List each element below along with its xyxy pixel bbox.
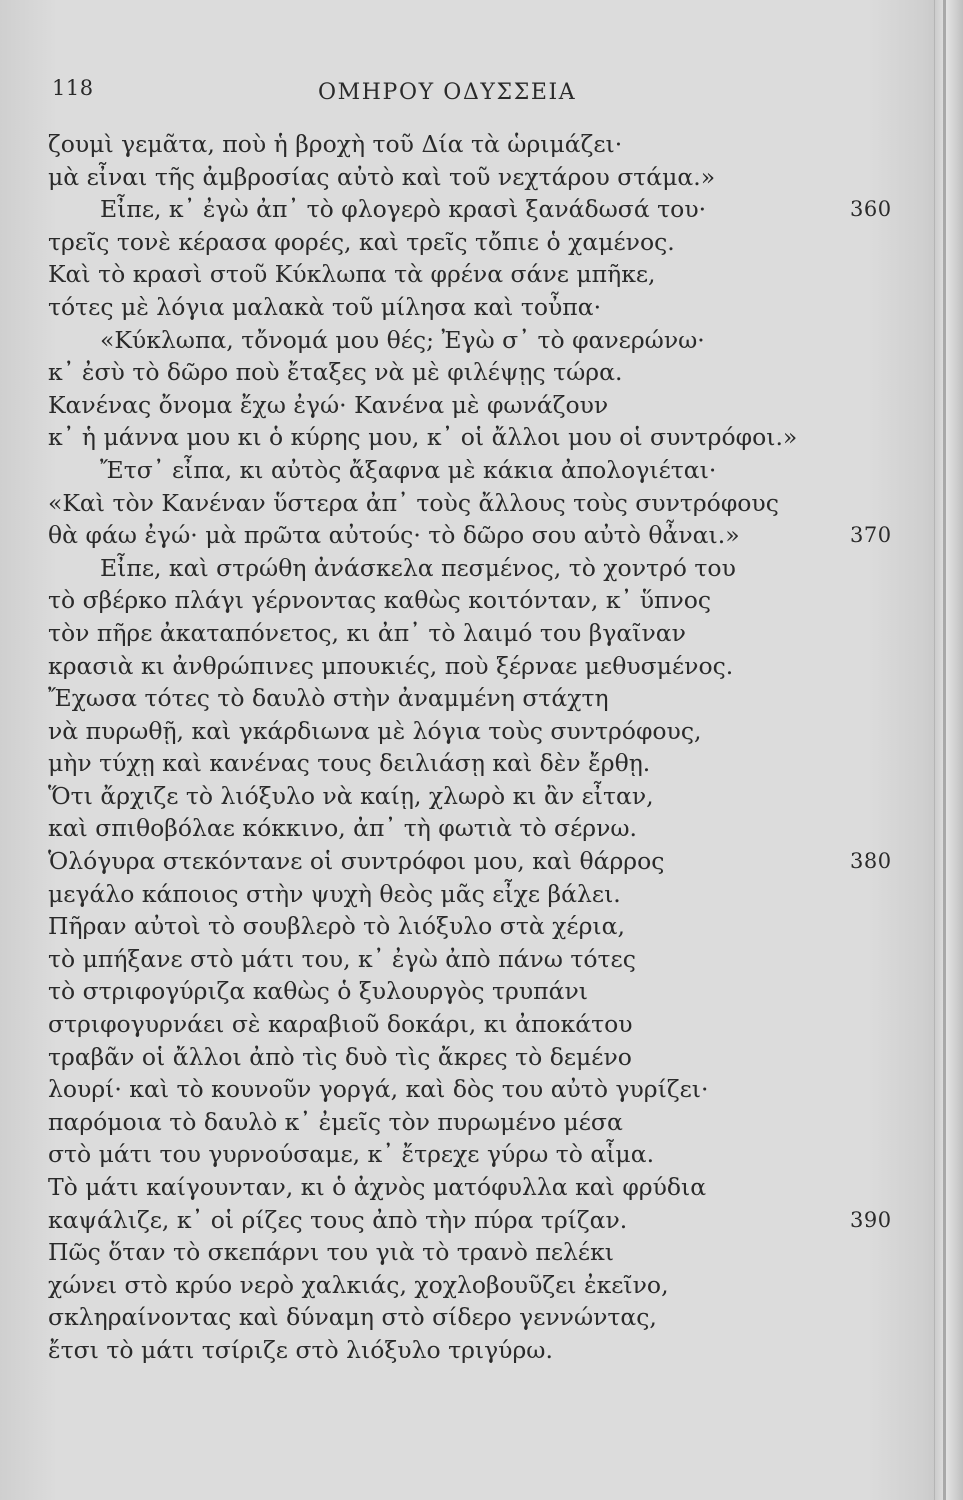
line-number: 390: [850, 1207, 892, 1232]
verse-line: [0, 1041, 963, 1074]
verse-text: σκληραίνοντας καὶ δύναμη στὸ σίδερο γεννώντας,: [48, 1303, 657, 1332]
verse-text: ἔτσι τὸ μάτι τσίριζε στὸ λιόξυλο τριγύρω.: [48, 1335, 553, 1364]
verse-line: [0, 1171, 963, 1204]
verse-line: [0, 552, 963, 585]
verse-text: Κανένας ὄνομα ἔχω ἐγώ· Κανένα μὲ φωνάζουν: [48, 390, 609, 419]
verse-line: [0, 487, 963, 520]
verse-text: τραβᾶν οἱ ἄλλοι ἀπὸ τὶς δυὸ τὶς ἄκρες τὸ δεμένο: [48, 1042, 632, 1071]
verse-text: «Κύκλωπα, τὄνομά μου θές; Ἐγὼ σ᾽ τὸ φανερώνω·: [100, 325, 705, 354]
line-number: 360: [850, 197, 892, 222]
verse-line: [0, 1269, 963, 1302]
verse-text: στριφογυρνάει σὲ καραβιοῦ δοκάρι, κι ἀποκάτου: [48, 1010, 633, 1039]
verse-line: [0, 975, 963, 1008]
running-head: ΟΜΗΡΟΥ ΟΔΥΣΣΕΙΑ: [318, 80, 577, 105]
verse-line: [0, 845, 963, 878]
verse-line: [0, 812, 963, 845]
verse-line: [0, 1334, 963, 1367]
verse-text: Εἶπε, καὶ στρώθη ἀνάσκελα πεσμένος, τὸ χοντρό του: [100, 553, 736, 582]
verse-text: λουρί· καὶ τὸ κουνοῦν γοργά, καὶ δὸς του αὐτὸ γυρίζει·: [48, 1075, 709, 1104]
verse-text: ζουμὶ γεμᾶτα, ποὺ ἡ βροχὴ τοῦ Δία τὰ ὡριμάζει·: [48, 130, 623, 158]
verse-text: Εἶπε, κ᾽ ἐγὼ ἀπ᾽ τὸ φλογερὸ κρασὶ ξανάδωσά του·: [100, 195, 707, 224]
verse-line: [0, 715, 963, 748]
verse-text: Ἔτσ᾽ εἶπα, κι αὐτὸς ἄξαφνα μὲ κάκια ἀπολογιέται·: [100, 455, 717, 484]
verse-line: [0, 258, 963, 291]
verse-text: τρεῖς τονὲ κέρασα φορές, καὶ τρεῖς τὄπιε ὁ χαμένος.: [48, 227, 675, 256]
page-number: 118: [52, 76, 94, 100]
verse-line: [0, 356, 963, 389]
verse-text: μὰ εἶναι τῆς ἀμβροσίας αὐτὸ καὶ τοῦ νεχτάρου στάμα.»: [48, 162, 716, 191]
verse-line: [0, 291, 963, 324]
verse-text: θὰ φάω ἐγώ· μὰ πρῶτα αὐτούς· τὸ δῶρο σου αὐτὸ θἆναι.»: [48, 521, 740, 550]
verse-line: [0, 519, 963, 552]
verse-text: κ᾽ ἡ μάννα μου κι ὁ κύρης μου, κ᾽ οἱ ἄλλοι μου οἱ συντρόφοι.»: [48, 423, 798, 452]
verse-text: νὰ πυρωθῇ, καὶ γκάρδιωνα μὲ λόγια τοὺς συντρόφους,: [48, 716, 702, 745]
verse-line: [0, 584, 963, 617]
verse-line: [0, 1106, 963, 1139]
verse-line: [0, 128, 963, 161]
verse-text: κ᾽ ἐσὺ τὸ δῶρο ποὺ ἔταξες νὰ μὲ φιλέψῃς τώρα.: [48, 358, 623, 387]
verse-line: [0, 161, 963, 194]
verse-text: Πῶς ὅταν τὸ σκεπάρνι του γιὰ τὸ τρανὸ πελέκι: [48, 1238, 614, 1267]
verse-line: [0, 780, 963, 813]
verse-line: [0, 1301, 963, 1334]
verse-text: τότες μὲ λόγια μαλακὰ τοῦ μίλησα καὶ τοὖπα·: [48, 292, 602, 321]
verse-text: τὸ μπήξανε στὸ μάτι του, κ᾽ ἐγὼ ἀπὸ πάνω τότες: [48, 944, 636, 973]
line-number: 380: [850, 849, 892, 874]
verse-line: [0, 389, 963, 422]
verse-line: [0, 1236, 963, 1269]
verse-line: [0, 454, 963, 487]
verse-line: [0, 650, 963, 683]
verse-line: [0, 878, 963, 911]
verse-text: Ἔχωσα τότες τὸ δαυλὸ στὴν ἀναμμένη στάχτη: [48, 684, 609, 713]
verse-line: [0, 682, 963, 715]
verse-text: τὸ σβέρκο πλάγι γέρνοντας καθὼς κοιτόνταν, κ᾽ ὕπνος: [48, 586, 712, 615]
verse-text: καὶ σπιθοβόλαε κόκκινο, ἀπ᾽ τὴ φωτιὰ τὸ σέρνω.: [48, 814, 638, 843]
verse-text: Ὅτι ἄρχιζε τὸ λιόξυλο νὰ καίῃ, χλωρὸ κι ἂν εἶταν,: [48, 781, 654, 810]
verse-line: [0, 910, 963, 943]
verse-text: μεγάλο κάποιος στὴν ψυχὴ θεὸς μᾶς εἶχε βάλει.: [48, 879, 621, 908]
verse-text: τὸ στριφογύριζα καθὼς ὁ ξυλουργὸς τρυπάνι: [48, 977, 588, 1006]
verse-line: [0, 421, 963, 454]
verse-line: [0, 1204, 963, 1237]
verse-line: [0, 943, 963, 976]
verse-block: [0, 128, 963, 1367]
verse-text: Πῆραν αὐτοὶ τὸ σουβλερὸ τὸ λιόξυλο στὰ χέρια,: [48, 912, 625, 941]
verse-line: [0, 324, 963, 357]
verse-line: [0, 226, 963, 259]
verse-text: στὸ μάτι του γυρνούσαμε, κ᾽ ἔτρεχε γύρω τὸ αἷμα.: [48, 1140, 655, 1169]
verse-text: παρόμοια τὸ δαυλὸ κ᾽ ἐμεῖς τὸν πυρωμένο μέσα: [48, 1107, 623, 1136]
verse-line: [0, 1073, 963, 1106]
verse-text: μὴν τύχῃ καὶ κανένας τους δειλιάσῃ καὶ δὲν ἔρθῃ.: [48, 749, 651, 778]
verse-text: «Καὶ τὸν Κανέναν ὕστερα ἀπ᾽ τοὺς ἄλλους τοὺς συντρόφους: [48, 488, 779, 517]
verse-line: [0, 1138, 963, 1171]
verse-line: [0, 1008, 963, 1041]
verse-line: [0, 747, 963, 780]
verse-text: Τὸ μάτι καίγουνταν, κι ὁ ἀχνὸς ματόφυλλα καὶ φρύδια: [48, 1173, 707, 1201]
verse-text: τὸν πῆρε ἀκαταπόνετος, κι ἀπ᾽ τὸ λαιμό του βγαῖναν: [48, 618, 686, 647]
verse-text: καψάλιζε, κ᾽ οἱ ρίζες τους ἀπὸ τὴν πύρα τρίζαν.: [48, 1205, 628, 1234]
line-number: 370: [850, 523, 892, 548]
verse-text: Ὁλόγυρα στεκόντανε οἱ συντρόφοι μου, καὶ θάρρος: [48, 847, 665, 876]
verse-text: χώνει στὸ κρύο νερὸ χαλκιάς, χοχλοβουῦζει ἐκεῖνο,: [48, 1270, 669, 1299]
verse-text: Καὶ τὸ κρασὶ στοῦ Κύκλωπα τὰ φρένα σάνε μπῆκε,: [48, 260, 656, 289]
verse-line: [0, 617, 963, 650]
verse-text: κρασιὰ κι ἀνθρώπινες μπουκιές, ποὺ ξέρναε μεθυσμένος.: [48, 651, 734, 680]
verse-line: [0, 193, 963, 226]
